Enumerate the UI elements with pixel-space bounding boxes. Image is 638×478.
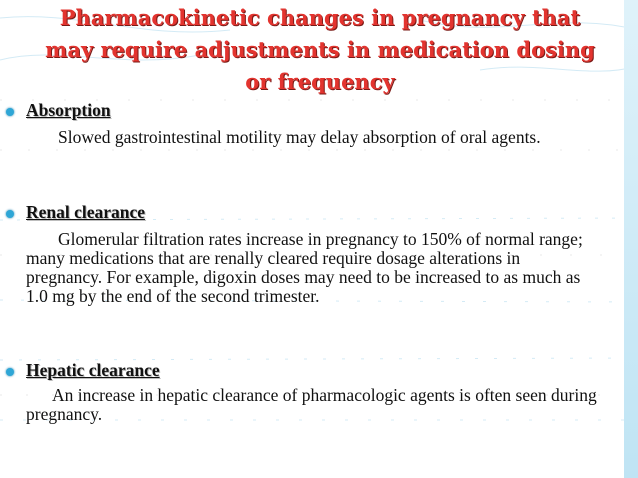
section-text-hepatic-clearance (26, 386, 598, 424)
section-text-absorption (26, 128, 598, 147)
section-heading-hepatic-clearance: Hepatic clearance (26, 360, 160, 380)
section-text-hepatic-clearance-content: An increase in hepatic clearance of pharmacologic agents is often seen during pregnancy. (26, 385, 597, 424)
section-heading-renal-clearance: Renal clearance (26, 202, 146, 222)
section-text-renal-clearance-content: Glomerular filtration rates increase in pregnancy to 150% of normal range; many medications that are renally cleared require dosage alterations in pregnancy. For example, digoxin doses may need to be increased to as much as 1.0 mg by the end of the second trimester. (26, 229, 583, 306)
section-text-renal-clearance (26, 230, 598, 306)
slide-title: Pharmacokinetic changes in pregnancy that may require adjustments in medication dosing or frequency (45, 5, 595, 94)
section-heading-absorption: Absorption (26, 100, 111, 120)
bullet-icon (6, 108, 14, 116)
right-frame-border (624, 0, 638, 478)
bullet-icon (6, 210, 14, 218)
bullet-icon (6, 368, 14, 376)
section-text-absorption-content: Slowed gastrointestinal motility may delay absorption of oral agents. (58, 127, 541, 147)
